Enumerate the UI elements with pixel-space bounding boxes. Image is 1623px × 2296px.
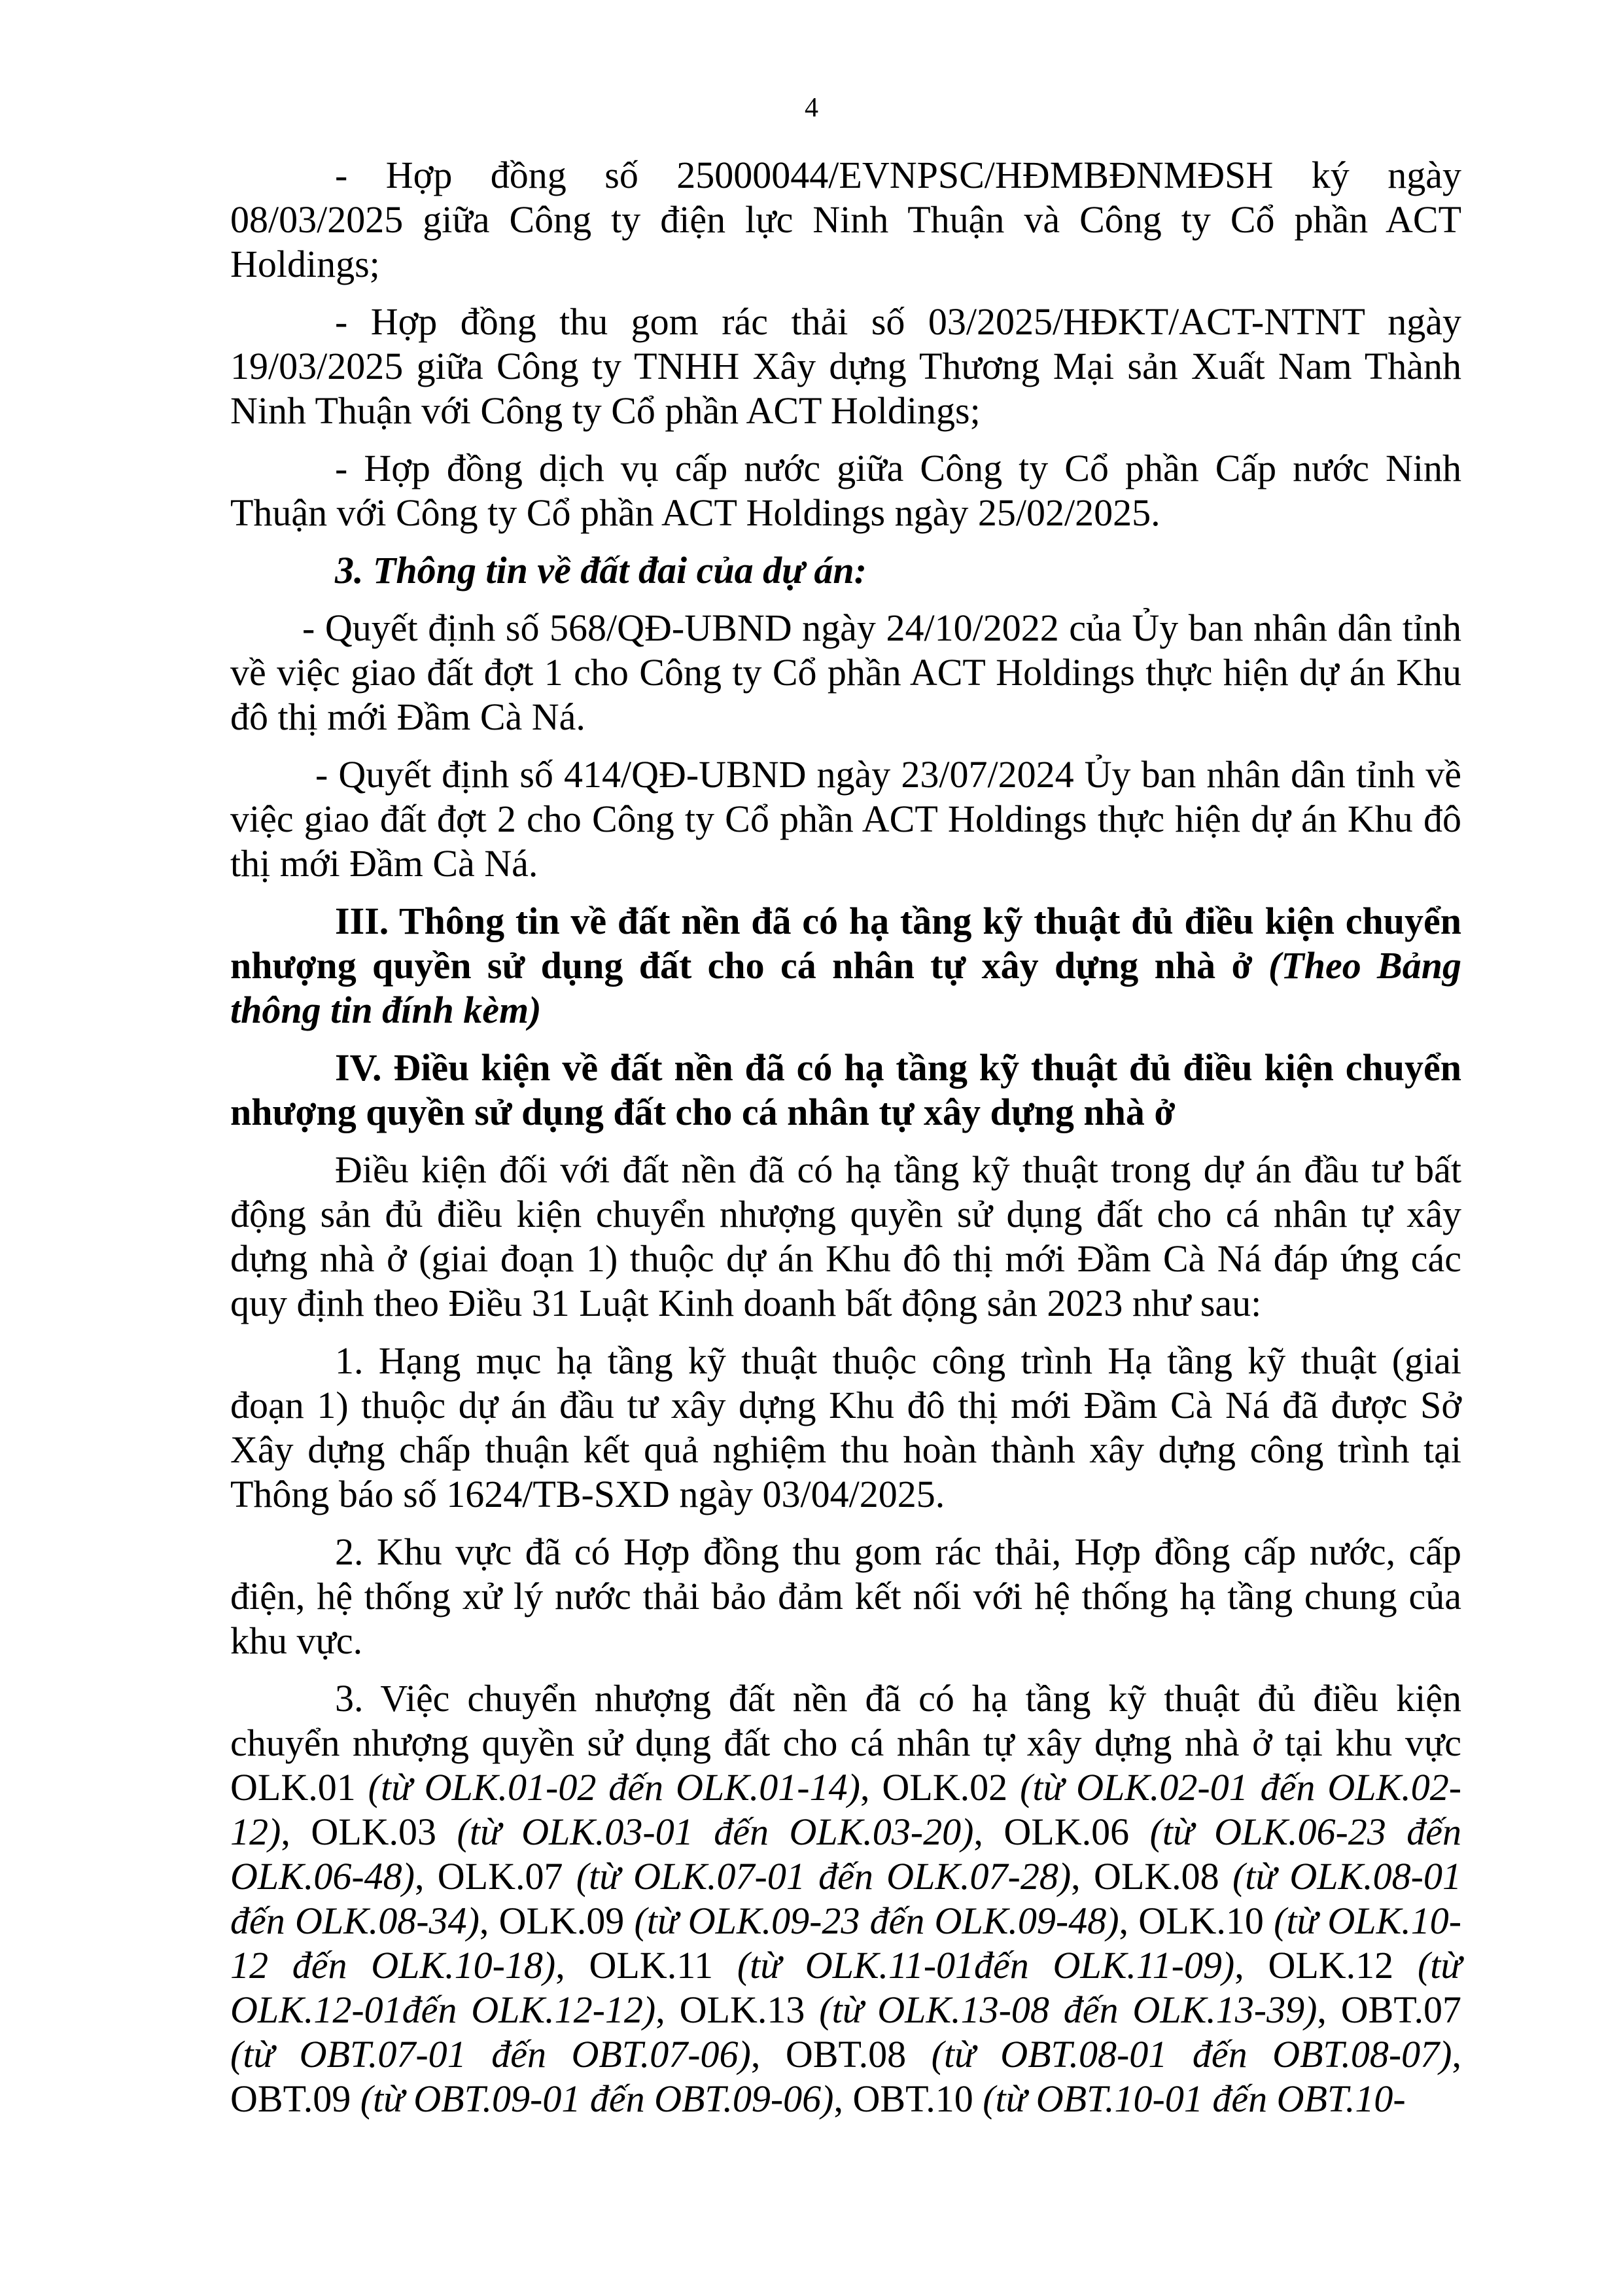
lot-range: (từ OLK.12-01đến OLK.12-12) bbox=[230, 1944, 1462, 2031]
heading-iii-note: (Theo Bảng thông tin đính kèm) bbox=[230, 944, 1461, 1031]
lot-separator: , bbox=[555, 1944, 589, 1987]
decision-414: - Quyết định số 414/QĐ-UBND ngày 23/07/2024 Ủy ban nhân dân tỉnh về việc giao đất đợt 2 cho Công ty Cổ phần ACT Holdings thực hiện dự án Khu đô thị mới Đầm Cà Ná. bbox=[230, 753, 1461, 885]
lot-separator: , bbox=[860, 1766, 882, 1809]
lot-code: OBT.08 bbox=[785, 2033, 932, 2075]
lot-code: OBT.07 bbox=[1340, 1988, 1461, 2031]
heading-iii-text: III. Thông tin về đất nền đã có hạ tầng kỹ thuật đủ điều kiện chuyển nhượng quyền sử dụng đất cho cá nhân tự xây dựng nhà ở bbox=[230, 900, 1461, 987]
lot-separator: , bbox=[479, 1899, 499, 1942]
lot-separator: , bbox=[1234, 1944, 1268, 1987]
heading-iv: IV. Điều kiện về đất nền đã có hạ tầng kỹ thuật đủ điều kiện chuyển nhượng quyền sử dụng đất cho cá nhân tự xây dựng nhà ở bbox=[230, 1046, 1461, 1133]
page-number: 4 bbox=[805, 93, 818, 123]
section-3-heading: 3. Thông tin về đất đai của dự án: bbox=[335, 549, 867, 592]
lot-range: (từ OLK.07-01 đến OLK.07-28) bbox=[576, 1855, 1072, 1898]
lot-separator: , bbox=[973, 1810, 1004, 1853]
lot-range: (từ OBT.10-01 đến OBT.10- bbox=[983, 2077, 1406, 2120]
lot-range: (từ OLK.03-01 đến OLK.03-20) bbox=[457, 1810, 974, 1853]
lot-separator: , bbox=[833, 2077, 853, 2120]
contract-waste: - Hợp đồng thu gom rác thải số 03/2025/HĐKT/ACT-NTNT ngày 19/03/2025 giữa Công ty TNHH Xây dựng Thương Mại sản Xuất Nam Thành Ninh Thuận với Công ty Cổ phần ACT Holdings; bbox=[230, 300, 1461, 432]
lot-range: (từ OLK.10-12 đến OLK.10-18) bbox=[230, 1899, 1462, 1987]
lot-separator: , bbox=[281, 1810, 311, 1853]
lot-range: (từ OLK.02-01 đến OLK.02-12) bbox=[230, 1766, 1462, 1853]
lot-code: OLK.08 bbox=[1093, 1855, 1232, 1898]
lot-range: (từ OLK.09-23 đến OLK.09-48) bbox=[634, 1899, 1119, 1942]
lot-code: OLK.02 bbox=[882, 1766, 1021, 1809]
lot-range: (từ OLK.11-01đến OLK.11-09) bbox=[737, 1944, 1235, 1987]
heading-iii bbox=[230, 899, 1461, 1033]
lot-code: OLK.07 bbox=[437, 1855, 576, 1898]
lot-separator: , bbox=[1119, 1899, 1139, 1942]
intro-paragraph: Điều kiện đối với đất nền đã có hạ tầng kỹ thuật trong dự án đầu tư bất động sản đủ điều kiện chuyển nhượng quyền sử dụng đất cho cá nhân tự xây dựng nhà ở (giai đoạn 1) thuộc dự án Khu đô thị mới Đầm Cà Ná đáp ứng các quy định theo Điều 31 Luật Kinh doanh bất động sản 2023 như sau: bbox=[230, 1148, 1461, 1324]
lot-range: (từ OBT.08-01 đến OBT.08-07) bbox=[931, 2033, 1452, 2075]
lot-range: (từ OBT.07-01 đến OBT.07-06) bbox=[230, 2033, 751, 2075]
lot-separator: , bbox=[1452, 2033, 1461, 2075]
lot-separator: , bbox=[1071, 1855, 1094, 1898]
lot-code: OLK.03 bbox=[311, 1810, 457, 1853]
lot-code: OLK.06 bbox=[1003, 1810, 1150, 1853]
lot-code: OBT.10 bbox=[852, 2077, 983, 2120]
item-1: 1. Hạng mục hạ tầng kỹ thuật thuộc công trình Hạ tầng kỹ thuật (giai đoạn 1) thuộc dự án đầu tư xây dựng Khu đô thị mới Đầm Cà Ná đã được Sở Xây dựng chấp thuận kết quả nghiệm thu hoàn thành xây dựng công trình tại Thông báo số 1624/TB-SXD ngày 03/04/2025. bbox=[230, 1339, 1461, 1515]
lot-code: OLK.09 bbox=[498, 1899, 635, 1942]
lot-code: OLK.12 bbox=[1268, 1944, 1418, 1987]
lot-code: OLK.01 bbox=[230, 1766, 368, 1809]
item-3 bbox=[230, 1676, 1461, 2121]
lot-code: OLK.10 bbox=[1138, 1899, 1274, 1942]
contract-electricity: - Hợp đồng số 25000044/EVNPSC/HĐMBĐNMĐSH ký ngày 08/03/2025 giữa Công ty điện lực Ninh Thuận và Công ty Cổ phần ACT Holdings; bbox=[230, 154, 1461, 285]
item-2: 2. Khu vực đã có Hợp đồng thu gom rác thải, Hợp đồng cấp nước, cấp điện, hệ thống xử lý nước thải bảo đảm kết nối với hệ thống hạ tầng chung của khu vực. bbox=[230, 1530, 1461, 1662]
lot-range: (từ OLK.08-01 đến OLK.08-34) bbox=[230, 1855, 1461, 1942]
lot-code: OLK.13 bbox=[679, 1988, 820, 2031]
lot-separator: , bbox=[655, 1988, 680, 2031]
lot-range: (từ OBT.09-01 đến OBT.09-06) bbox=[360, 2077, 834, 2120]
lot-code: OLK.11 bbox=[589, 1944, 737, 1987]
lot-separator: , bbox=[750, 2033, 786, 2075]
lot-range: (từ OLK.06-23 đến OLK.06-48) bbox=[230, 1810, 1462, 1898]
lot-range: (từ OLK.13-08 đến OLK.13-39) bbox=[819, 1988, 1318, 2031]
lot-separator: , bbox=[414, 1855, 438, 1898]
contract-water: - Hợp đồng dịch vụ cấp nước giữa Công ty Cổ phần Cấp nước Ninh Thuận với Công ty Cổ phần ACT Holdings ngày 25/02/2025. bbox=[230, 447, 1461, 534]
lot-list bbox=[230, 1766, 1461, 2120]
document-body bbox=[230, 153, 1461, 2134]
lot-code: OBT.09 bbox=[230, 2077, 360, 2120]
lot-range: (từ OLK.01-02 đến OLK.01-14) bbox=[368, 1766, 860, 1809]
item-3-intro: 3. Việc chuyển nhượng đất nền đã có hạ tầng kỹ thuật đủ điều kiện chuyển nhượng quyền sử dụng đất cho cá nhân tự xây dựng nhà ở tại khu vực bbox=[230, 1677, 1461, 1764]
decision-568: - Quyết định số 568/QĐ-UBND ngày 24/10/2022 của Ủy ban nhân dân tỉnh về việc giao đất đợt 1 cho Công ty Cổ phần ACT Holdings thực hiện dự án Khu đô thị mới Đầm Cà Ná. bbox=[230, 607, 1461, 738]
lot-separator: , bbox=[1317, 1988, 1341, 2031]
